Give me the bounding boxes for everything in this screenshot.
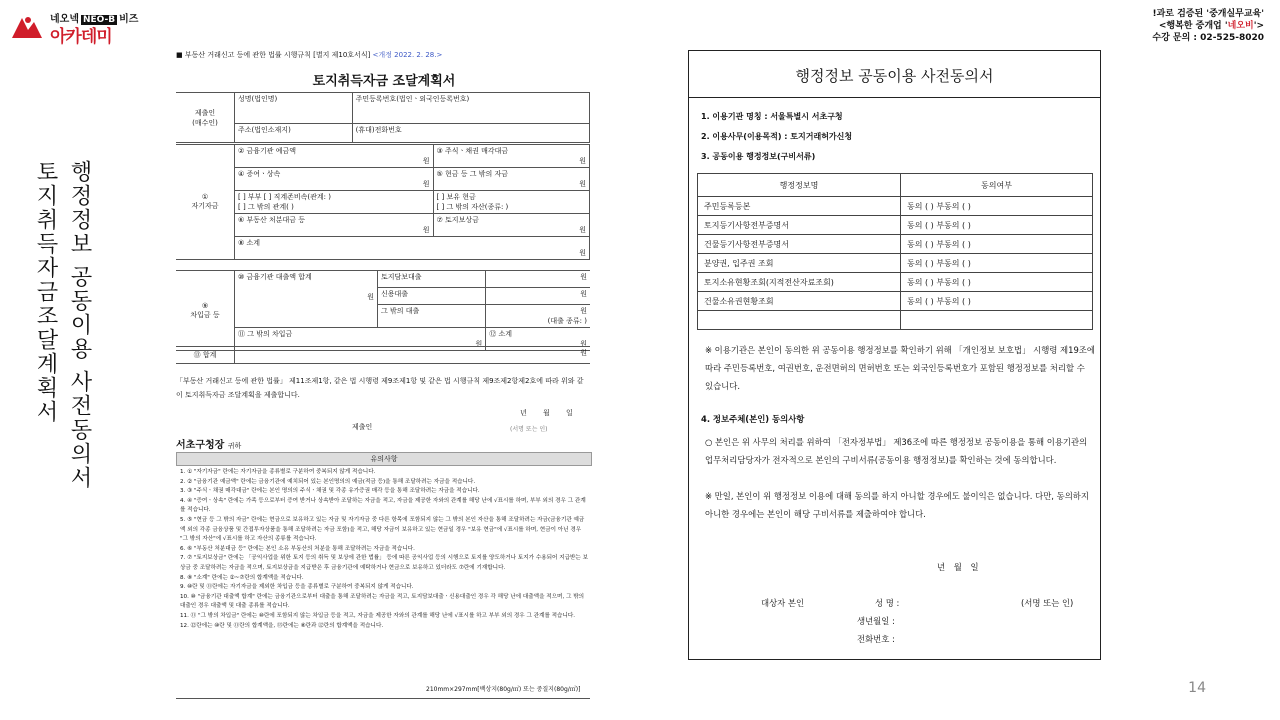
- agency-item: 1. 이용기관 명칭 : 서울특별시 서초구청: [701, 112, 843, 121]
- addressee: 서초구청장 귀하: [176, 440, 242, 451]
- notice-item: 6. ⑥ "부동산 처분대금 등" 란에는 본인 소유 부동산의 처분을 통해 조달하려는 자금을 적습니다.: [180, 545, 415, 552]
- table-row: 건물소유권현황조회 동의 ( ) 부동의 ( ): [698, 292, 1093, 311]
- bank-loan-cell: ⑩ 금융기관 대출액 합계 원: [235, 271, 378, 328]
- form-title: 토지취득자금 조달계획서: [312, 74, 456, 89]
- logo-mark-icon: [8, 12, 46, 44]
- section-4-title: 4. 정보주체(본인) 동의사항: [701, 414, 805, 424]
- notice-item: 5. ⑤ "현금 등 그 밖의 자금" 란에는 현금으로 보유하고 있는 자금 및 자기자금 중 다른 항목에 포함되지 않는 그 밖의 본인 자산을 통해 조달하려는 자금(금융기관 예금액 외의 각종 금융상품 및 간접투자상품을 통해 조달하려는 자금 포함)을 적고, 해당 자금이 보유하고 있는 현금일 경우 "보유 현금"에 √표시를 하며, 현금이 아닌 경우 "그 밖의 자산"에 √표시를 하고 자산의 종류를 적습니다.: [180, 516, 585, 543]
- table-row: 주민등록등본 동의 ( ) 부동의 ( ): [698, 197, 1093, 216]
- table-row: 건물등기사항전부증명서 동의 ( ) 부동의 ( ): [698, 235, 1093, 254]
- notice-header: 유의사항: [176, 452, 592, 466]
- own-subtotal-cell: ⑧ 소계 원: [235, 237, 590, 260]
- notice-item: 2. ② "금융기관 예금액" 란에는 금융기관에 예치되어 있는 본인명의의 예금(적금 등)을 통해 조달하려는 자금을 적습니다.: [180, 478, 476, 485]
- own-funds-table: ① 자기자금 ② 금융기관 예금액 원 ③ 주식ㆍ채권 매각대금 원 ④ 증여ㆍ상속 원 ⑤ 현금 등 그 밖의 자금 원 [ ] 부부 [ ] 직계존비속(관계: ) [ ] 그 밖의 관계( ) [ ] 보유 현금 [ ] 그 밖의 자산(종류: ) ⑥ 부동산 처분대금 등 원 ⑦ 토지보상금 원 ⑧ 소계 원: [176, 144, 590, 260]
- compensation-cell: ⑦ 토지보상금 원: [433, 214, 589, 237]
- consent-table: 행정정보명 동의여부 주민등록등본 동의 ( ) 부동의 ( ) 토지등기사항전부증명서 동의 ( ) 부동의 ( ) 건물등기사항전부증명서 동의 ( ) 부동의 ( ) 분양권, 입주권 조회 동의 ( ) 부동의 ( ) 토지소유현황조회(지적전산자료조회) 동의 ( ) 부동의 ( ) 건물소유권현황조회 동의 ( ) 부동의 ( ): [697, 173, 1093, 330]
- page-number: 14: [1188, 680, 1206, 696]
- consent-statement: ○ 본인은 위 사무의 처리를 위하여 「전자정부법」 제36조에 따른 행정정보 공동이용을 통해 이용기관의 업무처리담당자가 전자적으로 본인의 구비서류(공동이용 행정정보)를 확인하는 것에 동의합니다.: [705, 437, 1088, 465]
- notice-item: 1. ① "자기자금" 란에는 자기자금을 종류별로 구분하여 중복되지 않게 적습니다.: [180, 469, 376, 475]
- notice-item: 4. ④ "증여ㆍ상속" 란에는 가족 등으로부터 증여 받거나 상속받아 조달하는 자금을 적고, 자금을 제공한 자와의 관계를 해당 난에 √표시를 하며, 부부 외의 경우 그 관계를 적습니다.: [180, 497, 586, 514]
- consent-form: [688, 50, 1101, 660]
- signature-label: (서명 또는 인): [1021, 598, 1074, 608]
- gift-cell: ④ 증여ㆍ상속 원: [235, 168, 434, 191]
- submission-statement: 「부동산 거래신고 등에 관한 법률」 제11조제1항, 같은 법 시행령 제9조제1항 및 같은 법 시행규칙 제9조제2항제2호에 따라 위와 같이 토지취득자금 조달계획을 제출합니다.: [176, 377, 584, 399]
- consent-choice: 동의 ( ) 부동의 ( ): [901, 292, 1093, 311]
- paper-spec: 210mm×297mm[백상지(80g/㎡) 또는 중질지(80g/㎡)]: [426, 686, 581, 693]
- submitter-table: 제출인 (매수인) 성명(법인명) 주민등록번호(법인ㆍ외국인등록번호) 주소(법인소재지) (휴대)전화번호: [176, 92, 590, 143]
- table-row: 토지등기사항전부증명서 동의 ( ) 부동의 ( ): [698, 216, 1093, 235]
- notice-item: 8. ⑧ "소계" 란에는 ②~⑦란의 합계액을 적습니다.: [180, 574, 304, 581]
- submitter-label: 제출인: [352, 423, 373, 431]
- consent-choice: 동의 ( ) 부동의 ( ): [901, 216, 1093, 235]
- phone-label: 전화번호 :: [857, 634, 895, 644]
- vertical-title-consent: 행정정보 공동이용 사전동의서: [67, 160, 92, 490]
- notice-item: 9. ⑩란 및 ⑪란에는 자기자금을 제외한 차입금 등을 종류별로 구분하여 중복되지 않게 적습니다.: [180, 584, 414, 591]
- consent-choice: 동의 ( ) 부동의 ( ): [901, 235, 1093, 254]
- notice-item: 7. ⑦ "토지보상금" 란에는 「공익사업을 위한 토지 등의 취득 및 보상에 관한 법률」 등에 따른 공익사업 등의 시행으로 토지를 양도하거나 토지가 수용되어 지급받는 보상금 중 조달하려는 자금을 적으며, 토지보상금을 지급받은 후 금융기관에 예탁하거나 현금으로 보유하고 있더라도 ⑦란에 기재합니다.: [180, 555, 589, 571]
- stock-cell: ③ 주식ㆍ채권 매각대금 원: [433, 145, 589, 168]
- notice-list: [180, 468, 588, 631]
- notice-item: 3. ③ "주식ㆍ채권 매각대금" 란에는 본인 명의의 주식ㆍ채권 및 각종 유가증권 매각 등을 통해 조달하려는 자금을 적습니다.: [180, 488, 480, 495]
- info-item: 3. 공동이용 행정정보(구비서류): [701, 152, 816, 161]
- deposit-cell: ② 금융기관 예금액 원: [235, 145, 434, 168]
- consent-choice: 동의 ( ) 부동의 ( ): [901, 254, 1093, 273]
- other-loan-amount: 원 (대출 종류: ): [486, 305, 590, 328]
- logo-main-text: 아카데미: [50, 27, 112, 47]
- logo-top-line: 네오넥 NEO-B 비즈: [50, 14, 139, 25]
- refusal-note: ※ 만일, 본인이 위 행정정보 이용에 대해 동의를 하지 아니할 경우에도 불이익은 없습니다. 다만, 동의하지 아니한 경우에는 본인이 해당 구비서류를 제출하여야 합니다.: [705, 491, 1089, 519]
- privacy-note: ※ 이용기관은 본인이 동의한 위 공동이용 행정정보를 확인하기 위해 「개인정보 보호법」 시행령 제19조에 따라 주민등록번호, 여권번호, 운전면허의 면허번호 또는 외국인등록번호가 포함된 행정정보를 처리할 수 있습니다.: [705, 345, 1095, 391]
- consent-title: 행정정보 공동이용 사전동의서: [795, 67, 994, 85]
- notice-item: 12. ⑫란에는 ⑩란 및 ⑪란의 합계액을, ⑬란에는 ⑧란과 ⑫란의 합계액을 적습니다.: [180, 622, 384, 629]
- total-table: ⑬ 합계 원: [176, 346, 590, 364]
- consent-date: 년 월 일: [937, 562, 979, 572]
- other-borrowing-cell: ⑪ 그 밖의 차입금 원: [235, 328, 486, 351]
- loans-table: ⑨ 차입금 등 ⑩ 금융기관 대출액 합계 원 토지담보대출 원 신용대출 원 그 밖의 대출 원 (대출 종류: ) ⑪ 그 밖의 차입금 원 ⑫ 소계 원: [176, 270, 590, 351]
- table-row: 토지소유현황조회(지적전산자료조회) 동의 ( ) 부동의 ( ): [698, 273, 1093, 292]
- promo-text: !과로 검증된 '중개실무교육' <행복한 중개업 '네오비'> 수강 문의 : 02-525-8020: [1152, 9, 1264, 43]
- submission-date: 년 월 일: [520, 409, 573, 417]
- subject-label: 대상자 본인: [761, 598, 805, 608]
- consent-choice: 동의 ( ) 부동의 ( ): [901, 273, 1093, 292]
- cash-cell: ⑤ 현금 등 그 밖의 자금 원: [433, 168, 589, 191]
- loan-subtotal-cell: ⑫ 소계 원: [486, 328, 590, 351]
- purpose-item: 2. 이용사무(이용목적) : 토지거래허가신청: [701, 132, 853, 141]
- notice-item: 11. ⑪ "그 밖의 차입금" 란에는 ⑩란에 포함되지 않는 차입금 등을 적고, 자금을 제공한 자와의 관계를 해당 난에 √표시를 하고 부부 외의 경우 그 관계를 적습니다.: [180, 612, 576, 619]
- academy-logo: [8, 10, 139, 47]
- birthdate-label: 생년월일 :: [857, 616, 895, 626]
- title-divider: [689, 97, 1100, 98]
- form-reference: ■ 부동산 거래신고 등에 관한 법률 시행규칙 [별지 제10호서식] <개정 2022. 2. 28.>: [176, 51, 443, 59]
- name-label: 성 명 :: [875, 598, 900, 608]
- table-row: [698, 311, 1093, 330]
- footer-divider: [176, 698, 590, 699]
- real-estate-cell: ⑥ 부동산 처분대금 등 원: [235, 214, 434, 237]
- consent-choice: 동의 ( ) 부동의 ( ): [901, 197, 1093, 216]
- table-row: 분양권, 입주권 조회 동의 ( ) 부동의 ( ): [698, 254, 1093, 273]
- signature-label: (서명 또는 인): [510, 426, 548, 433]
- vertical-title-funding-plan: 토지취득자금조달계획서: [33, 160, 58, 424]
- notice-item: 10. ⑩ "금융기관 대출액 합계" 란에는 금융기관으로부터 대출을 통해 조달하려는 자금을 적고, 토지담보대출ㆍ신용대출인 경우 각 해당 난에 대출액을 적으며, 그 밖의 대출인 경우 대출액 및 대출 종류를 적습니다.: [180, 593, 585, 610]
- funding-plan-form: [170, 44, 598, 704]
